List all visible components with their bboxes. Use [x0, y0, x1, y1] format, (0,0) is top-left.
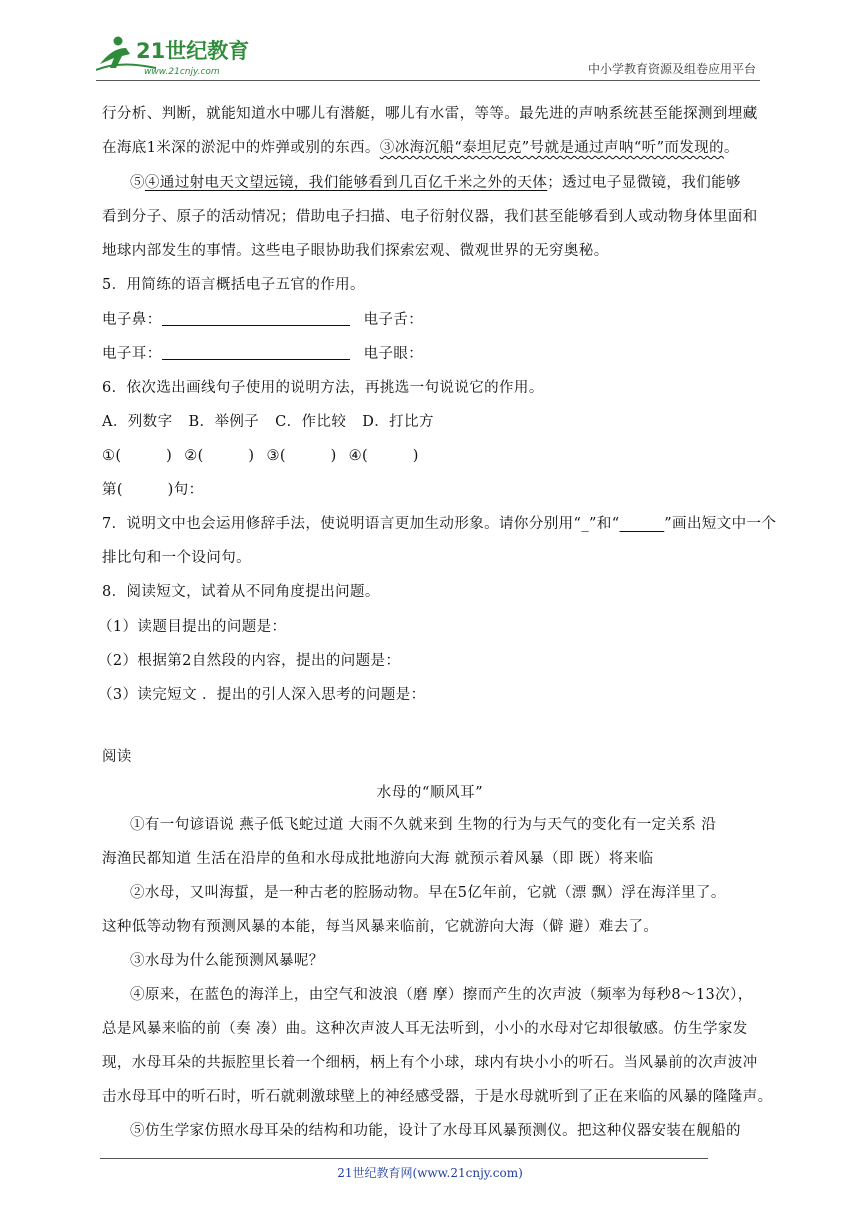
- nose-answer-blank[interactable]: [162, 311, 350, 326]
- reading-line: ③水母为什么能预测风暴呢？: [130, 953, 324, 969]
- question-7-text: ”和“: [589, 516, 620, 532]
- option-c: C．作比较: [275, 414, 347, 430]
- question-5-row: [102, 344, 762, 364]
- question-8-stem: 8．阅读短文，试着从不同角度提出问题。: [102, 584, 380, 600]
- question-8-sub-3: （3）读完短文 ．提出的引人深入思考的问题是：: [98, 687, 426, 703]
- underlined-sentence-3: ③冰海沉船“泰坦尼克”号就是通过声呐“听”而发现的: [379, 140, 724, 156]
- logo-text: 21世纪教育: [136, 39, 250, 63]
- answer-blank-1[interactable]: ①( ): [102, 448, 173, 464]
- question-7-text: 7．说明文中也会运用修辞手法，使说明语言更加生动形象。请你分别用“: [102, 516, 582, 532]
- question-5-row: [102, 310, 762, 330]
- mark-symbol-1: _: [581, 516, 589, 532]
- passage-line: [102, 138, 762, 158]
- site-logo: [96, 34, 266, 78]
- answer-blank-3[interactable]: ③( ): [266, 448, 337, 464]
- tongue-label: 电子舌：: [363, 312, 424, 328]
- reading-line: ①有一句谚语说 燕子低飞蛇过道 大雨不久就来到 生物的行为与天气的变化有一定关系 沿: [130, 817, 717, 833]
- footer-divider: [100, 1158, 708, 1159]
- passage-line: 行分析、判断，就能知道水中哪儿有潜艇，哪儿有水雷，等等。最先进的声呐系统甚至能探测到埋藏: [102, 106, 758, 122]
- passage-text: ；透过电子显微镜，我们能够: [547, 175, 741, 191]
- reading-line: 总是风暴来临的前（奏 凑）曲。这种次声波人耳无法听到，小小的水母对它却很敏感。仿生学家发: [102, 1021, 748, 1037]
- paragraph-number: ⑤: [130, 175, 145, 191]
- question-6-blanks: [102, 446, 762, 466]
- option-b: B．举例子: [188, 414, 260, 430]
- reading-line: 现，水母耳朵的共振腔里长着一个细柄，柄上有个小球，球内有块小小的听石。当风暴前的次声波冲: [102, 1055, 758, 1071]
- nose-label: 电子鼻：: [102, 312, 162, 328]
- ear-label: 电子耳：: [102, 346, 162, 362]
- question-5-stem: 5．用简练的语言概括电子五官的作用。: [102, 277, 365, 293]
- header-divider: [96, 80, 760, 81]
- question-7-line: 排比句和一个设问句。: [102, 550, 251, 566]
- reading-line: ④原来，在蓝色的海洋上，由空气和波浪（磨 摩）擦而产生的次声波（频率为每秒8～13次），: [130, 987, 753, 1003]
- question-6-which: 第( )句：: [102, 482, 204, 498]
- reading-line: 这种低等动物有预测风暴的本能，每当风暴来临前，它就游向大海（僻 避）难去了。: [102, 919, 659, 935]
- mark-symbol-2: [620, 516, 665, 532]
- passage-text: 。: [723, 140, 739, 156]
- reading-label: 阅读: [102, 749, 132, 765]
- question-8-sub-1: （1）读题目提出的问题是：: [98, 619, 287, 635]
- passage-line: 地球内部发生的事情。这些电子眼协助我们探索宏观、微观世界的无穷奥秘。: [102, 243, 609, 259]
- question-7-text: ”画出短文中一个: [664, 516, 777, 532]
- eye-label: 电子眼：: [363, 346, 424, 362]
- passage-line: [130, 173, 790, 193]
- question-8-sub-2: （2）根据第2自然段的内容，提出的问题是：: [98, 653, 401, 669]
- platform-name: 中小学教育资源及组卷应用平台: [587, 62, 756, 76]
- reading-line: 海渔民都知道 生活在沿岸的鱼和水母成批地游向大海 就预示着风暴（即 既）将来临: [102, 851, 654, 867]
- question-7-line: [102, 514, 777, 534]
- reading-title: 水母的“顺风耳”: [376, 785, 484, 801]
- footer-text[interactable]: 21世纪教育网(www.21cnjy.com): [337, 1166, 523, 1180]
- logo-url: www.21cnjy.com: [144, 67, 220, 77]
- question-6-options: [102, 412, 762, 432]
- underlined-sentence-4: ④通过射电天文望远镜，我们能够看到几百亿千米之外的天体: [144, 175, 548, 191]
- reading-line: 击水母耳中的听石时，听石就刺激球壁上的神经感受器，于是水母就听到了正在来临的风暴的隆隆声。: [102, 1089, 773, 1105]
- ear-answer-blank[interactable]: [162, 345, 350, 360]
- option-d: D．打比方: [362, 414, 434, 430]
- question-6-stem: 6．依次选出画线句子使用的说明方法，再挑选一句说说它的作用。: [102, 380, 544, 396]
- answer-blank-2[interactable]: ②( ): [184, 448, 255, 464]
- reading-line: ②水母，又叫海蜇，是一种古老的腔肠动物。早在5亿年前，它就（漂 飘）浮在海洋里了。: [130, 885, 726, 901]
- answer-blank-4[interactable]: ④( ): [348, 448, 419, 464]
- passage-line: 看到分子、原子的活动情况；借助电子扫描、电子衍射仪器，我们甚至能够看到人或动物身体里面和: [102, 209, 758, 225]
- passage-text: 在海底1米深的淤泥中的炸弹或别的东西。: [102, 140, 380, 156]
- option-a: A．列数字: [102, 414, 173, 430]
- reading-line: ⑤仿生学家仿照水母耳朵的结构和功能，设计了水母耳风暴预测仪。把这种仪器安装在舰船的: [130, 1123, 741, 1139]
